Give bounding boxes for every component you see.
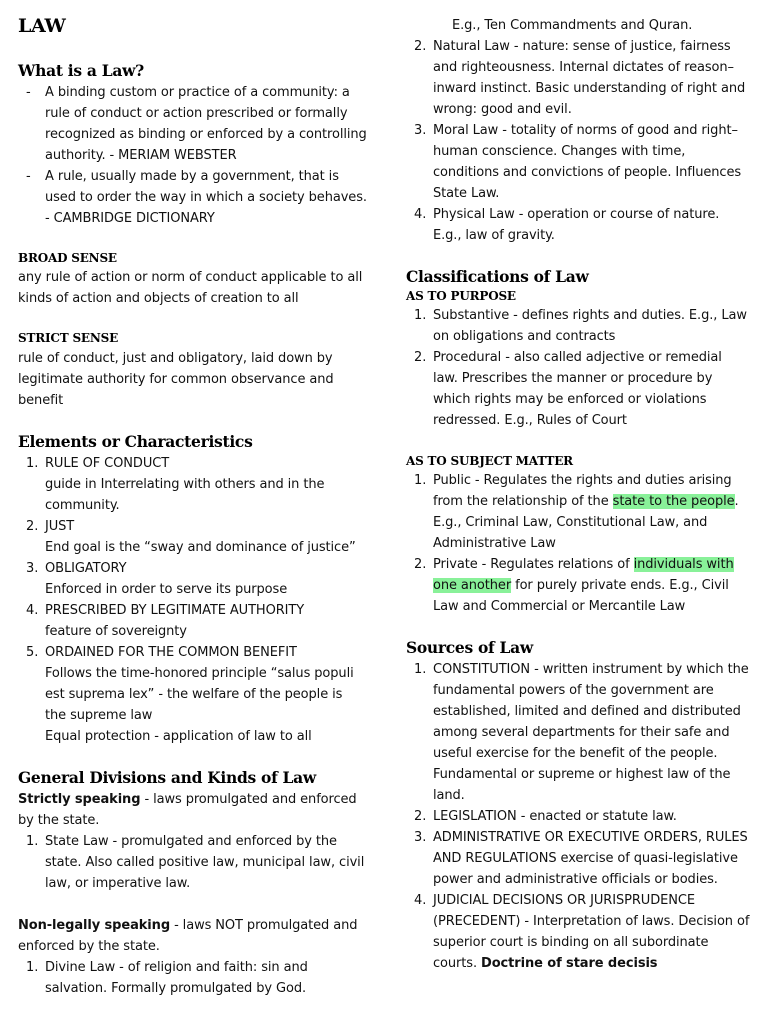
element-desc: End goal is the “sway and dominance of justice”: [45, 540, 356, 555]
element-title: ORDAINED FOR THE COMMON BENEFIT: [45, 645, 297, 660]
list-number: 3.: [414, 830, 427, 845]
element-title: OBLIGATORY: [45, 561, 127, 576]
strictly-speaking-desc: - laws promulgated and enforced by the state.: [18, 792, 357, 828]
element-desc: Enforced in order to serve its purpose: [45, 582, 288, 597]
list-number: 1.: [26, 456, 39, 471]
list-number: 2.: [414, 39, 427, 54]
strictly-speaking-text: [18, 789, 370, 831]
list-number: 3.: [414, 123, 427, 138]
admin-orders-item: ADMINISTRATIVE OR EXECUTIVE ORDERS, RULES AND REGULATIONS exercise of quasi-legislative power and administrative officials or bodies.: [433, 830, 748, 887]
private-law-text: Private - Regulates relations of: [433, 557, 634, 572]
element-title: PRESCRIBED BY LEGITIMATE AUTHORITY: [45, 603, 305, 618]
list-number: 1.: [414, 308, 427, 323]
constitution-item: CONSTITUTION - written instrument by which the fundamental powers of the government are established, limited and defined and distributed among several departments for their safe and useful exercise for the benefit of the people. Fundamental or supreme or highest law of the land.: [433, 662, 749, 803]
list-number: 4.: [414, 893, 427, 908]
list-number: 2.: [414, 809, 427, 824]
elements-heading: Elements or Characteristics: [18, 432, 253, 451]
list-number: 4.: [26, 603, 39, 618]
non-legally-speaking-text: [18, 915, 370, 957]
list-number: 2.: [26, 519, 39, 534]
element-desc: Equal protection - application of law to all: [45, 729, 312, 744]
list-number: 5.: [26, 645, 39, 660]
public-law-text: Public - Regulates the rights and duties arising from the relationship of the: [433, 473, 732, 509]
list-number: 1.: [26, 960, 39, 975]
broad-sense-heading: BROAD SENSE: [18, 251, 117, 265]
definition-cambridge: A rule, usually made by a government, that is used to order the way in which a society behaves. - CAMBRIDGE DICTIONARY: [45, 169, 367, 226]
bullet-dash: -: [26, 169, 31, 184]
as-to-purpose-heading: AS TO PURPOSE: [406, 289, 516, 303]
public-law-text-end: . E.g., Criminal Law, Constitutional Law, and Administrative Law: [433, 494, 739, 551]
physical-law-item: Physical Law - operation or course of nature. E.g., law of gravity.: [433, 207, 720, 243]
list-number: 2.: [414, 350, 427, 365]
element-desc: Follows the time-honored principle “salus populi est suprema lex” - the welfare of the people is the supreme law: [45, 666, 354, 723]
what-is-law-heading: What is a Law?: [18, 61, 144, 80]
state-law-item: State Law - promulgated and enforced by the state. Also called positive law, municipal law, civil law, or imperative law.: [45, 834, 365, 891]
list-number: 4.: [414, 207, 427, 222]
private-law-item: [433, 554, 756, 617]
broad-sense-text: any rule of action or norm of conduct applicable to all kinds of action and objects of creation to all: [18, 270, 363, 306]
sources-heading: Sources of Law: [406, 638, 533, 657]
list-number: 1.: [414, 662, 427, 677]
bullet-dash: -: [26, 85, 31, 100]
page-title: LAW: [18, 15, 66, 37]
definition-merriam: A binding custom or practice of a community: a rule of conduct or action prescribed or formally recognized as binding or enforced by a controlling authority. - MERIAM WEBSTER: [45, 85, 367, 163]
non-legally-speaking-desc: - laws NOT promulgated and enforced by the state.: [18, 918, 358, 954]
divine-law-example: E.g., Ten Commandments and Quran.: [452, 18, 693, 33]
element-desc: feature of sovereignty: [45, 624, 187, 639]
divisions-heading: General Divisions and Kinds of Law: [18, 768, 316, 787]
judicial-decisions-item: [433, 890, 756, 974]
classifications-heading: Classifications of Law: [406, 267, 589, 286]
stare-decisis-text: Doctrine of stare decisis: [481, 956, 658, 971]
element-title: RULE OF CONDUCT: [45, 456, 170, 471]
non-legally-speaking-label: Non-legally speaking: [18, 918, 171, 933]
highlight-individuals: individuals with one another: [433, 557, 734, 593]
as-to-subject-matter-heading: AS TO SUBJECT MATTER: [406, 454, 573, 468]
moral-law-item: Moral Law - totality of norms of good and right–human conscience. Changes with time, conditions and convictions of people. Influences State Law.: [433, 123, 742, 201]
substantive-item: Substantive - defines rights and duties. E.g., Law on obligations and contracts: [433, 308, 747, 344]
procedural-item: Procedural - also called adjective or remedial law. Prescribes the manner or procedure by which rights may be enforced or violations redressed. E.g., Rules of Court: [433, 350, 722, 428]
strictly-speaking-label: Strictly speaking: [18, 792, 141, 807]
highlight-state-to-people: state to the people: [612, 494, 735, 509]
legislation-item: LEGISLATION - enacted or statute law.: [433, 809, 677, 824]
public-law-item: [433, 470, 756, 554]
list-number: 1.: [26, 834, 39, 849]
strict-sense-heading: STRICT SENSE: [18, 331, 119, 345]
element-title: JUST: [45, 519, 75, 534]
element-desc: guide in Interrelating with others and in the community.: [45, 477, 325, 513]
strict-sense-text: rule of conduct, just and obligatory, laid down by legitimate authority for common observance and benefit: [18, 351, 334, 408]
judicial-decisions-text: JUDICIAL DECISIONS OR JURISPRUDENCE (PRECEDENT) - Interpretation of laws. Decision of superior court is binding on all subordinate courts.: [433, 893, 750, 971]
private-law-text-end: for purely private ends. E.g., Civil Law and Commercial or Mercantile Law: [433, 578, 729, 614]
natural-law-item: Natural Law - nature: sense of justice, fairness and righteousness. Internal dictates of reason–inward instinct. Basic understanding of right and wrong: good and evil.: [433, 39, 746, 117]
list-number: 2.: [414, 557, 427, 572]
list-number: 1.: [414, 473, 427, 488]
list-number: 3.: [26, 561, 39, 576]
divine-law-item: Divine Law - of religion and faith: sin and salvation. Formally promulgated by God.: [45, 960, 308, 996]
